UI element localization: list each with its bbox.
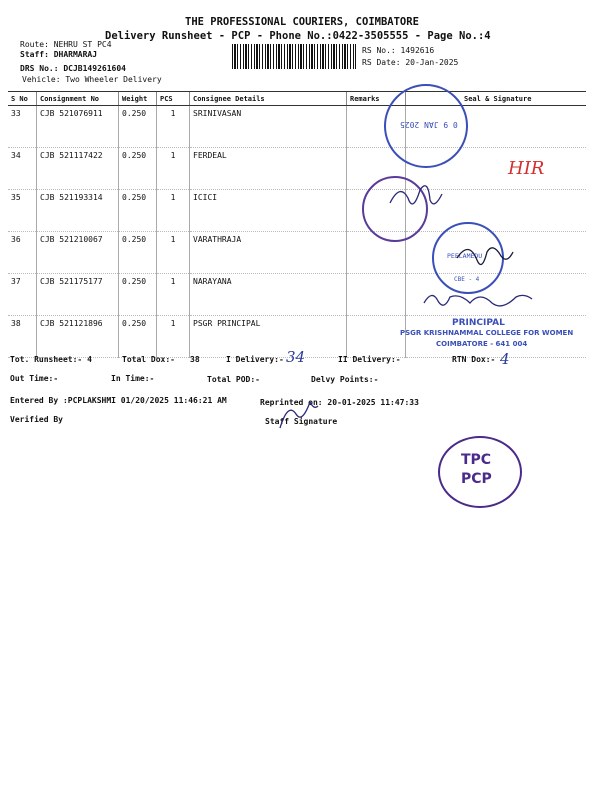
col-remarks: Remarks <box>347 92 406 106</box>
cell-weight: 0.250 <box>119 190 157 232</box>
col-seal-signature: Seal & Signature <box>406 92 587 106</box>
i-delivery-handwritten: 34 <box>286 348 306 366</box>
tpc-pcp-stamp <box>438 436 522 508</box>
drs-number: DRS No.: DCJB149261604 <box>20 64 126 73</box>
runsheet-subtitle: Delivery Runsheet - PCP - Phone No.:0422-3505555 - Page No.:4 <box>105 30 491 42</box>
cell-pcs: 1 <box>157 316 190 358</box>
cell-consignment: CJB 521076911 <box>37 106 119 148</box>
vehicle-label: Vehicle: Two Wheeler Delivery <box>22 75 162 84</box>
cell-sno: 35 <box>8 190 37 232</box>
cell-remarks <box>347 274 406 316</box>
cell-weight: 0.250 <box>119 148 157 190</box>
principal-city: COIMBATORE - 641 004 <box>436 340 528 348</box>
col-consignment: Consignment No <box>37 92 119 106</box>
col-sno: S No <box>8 92 37 106</box>
i-delivery-label: I Delivery:- <box>226 355 284 364</box>
col-weight: Weight <box>119 92 157 106</box>
total-dox-label: Total Dox:- <box>122 355 175 364</box>
col-consignee: Consignee Details <box>190 92 347 106</box>
out-time-label: Out Time:- <box>10 374 59 383</box>
rtn-dox-handwritten: 4 <box>500 350 510 368</box>
principal-title: PRINCIPAL <box>452 318 505 328</box>
cell-consignment: CJB 521117422 <box>37 148 119 190</box>
signature-35 <box>385 178 445 223</box>
total-pod-label: Total POD:- <box>207 375 260 384</box>
table-row <box>8 106 586 148</box>
cell-weight: 0.250 <box>119 232 157 274</box>
cell-sno: 37 <box>8 274 37 316</box>
ii-delivery-label: II Delivery:- <box>338 355 401 364</box>
staff-signature-mark <box>276 398 321 434</box>
cell-sno: 38 <box>8 316 37 358</box>
tpc-top-text: TPC <box>461 452 492 468</box>
cell-pcs: 1 <box>157 148 190 190</box>
cell-pcs: 1 <box>157 106 190 148</box>
cell-consignment: CJB 521210067 <box>37 232 119 274</box>
handwritten-hir: HIR <box>508 158 545 179</box>
table-row <box>8 190 586 232</box>
cell-weight: 0.250 <box>119 106 157 148</box>
cell-consignment: CJB 521121896 <box>37 316 119 358</box>
cell-consignment: CJB 521175177 <box>37 274 119 316</box>
stamp-date: 0 9 JAN 2025 <box>400 120 458 129</box>
staff-signature-label: Staff Signature <box>265 417 338 426</box>
cell-weight: 0.250 <box>119 316 157 358</box>
route-label: Route: NEHRU ST PC4 <box>20 40 112 49</box>
rs-date: RS Date: 20-Jan-2025 <box>362 58 459 67</box>
staff-label: Staff: DHARMARAJ <box>20 50 98 59</box>
tpc-bottom-text: PCP <box>461 471 492 487</box>
cell-pcs: 1 <box>157 274 190 316</box>
cell-consignee: SRINIVASAN <box>190 106 347 148</box>
cell-consignee: VARATHRAJA <box>190 232 347 274</box>
cell-sno: 36 <box>8 232 37 274</box>
cell-weight: 0.250 <box>119 274 157 316</box>
rs-number: RS No.: 1492616 <box>362 46 435 55</box>
reprinted-on: Reprinted on: 20-01-2025 11:47:33 <box>260 398 419 407</box>
table-row <box>8 148 586 190</box>
cell-pcs: 1 <box>157 232 190 274</box>
private-limited-stamp <box>384 84 468 168</box>
col-pcs: PCS <box>157 92 190 106</box>
varadaraja-bottom: CBE - 4 <box>454 276 480 283</box>
total-dox-value: 38 <box>190 355 200 364</box>
varadaraja-center: PEELAMEDU <box>447 252 483 260</box>
cell-consignee: NARAYANA <box>190 274 347 316</box>
company-title: THE PROFESSIONAL COURIERS, COIMBATORE <box>185 16 419 28</box>
cell-consignee: ICICI <box>190 190 347 232</box>
cell-sno: 33 <box>8 106 37 148</box>
table-header-row <box>8 92 586 106</box>
entered-by: Entered By :PCPLAKSHMI 01/20/2025 11:46:21 AM <box>10 396 227 405</box>
cell-sno: 34 <box>8 148 37 190</box>
rtn-dox-label: RTN Dox:- <box>452 355 496 364</box>
in-time-label: In Time:- <box>111 374 155 383</box>
signature-37 <box>420 285 550 315</box>
cell-consignment: CJB 521193314 <box>37 190 119 232</box>
cell-pcs: 1 <box>157 190 190 232</box>
cell-remarks <box>347 316 406 358</box>
cell-consignee: FERDEAL <box>190 148 347 190</box>
tot-runsheet: Tot. Runsheet:- 4 <box>10 355 92 364</box>
principal-college: PSGR KRISHNAMMAL COLLEGE FOR WOMEN <box>400 329 574 337</box>
verified-by: Verified By <box>10 415 63 424</box>
cell-consignee: PSGR PRINCIPAL <box>190 316 347 358</box>
barcode-image <box>232 44 356 69</box>
delvy-points-label: Delvy Points:- <box>311 375 379 384</box>
signature-36 <box>455 238 515 283</box>
